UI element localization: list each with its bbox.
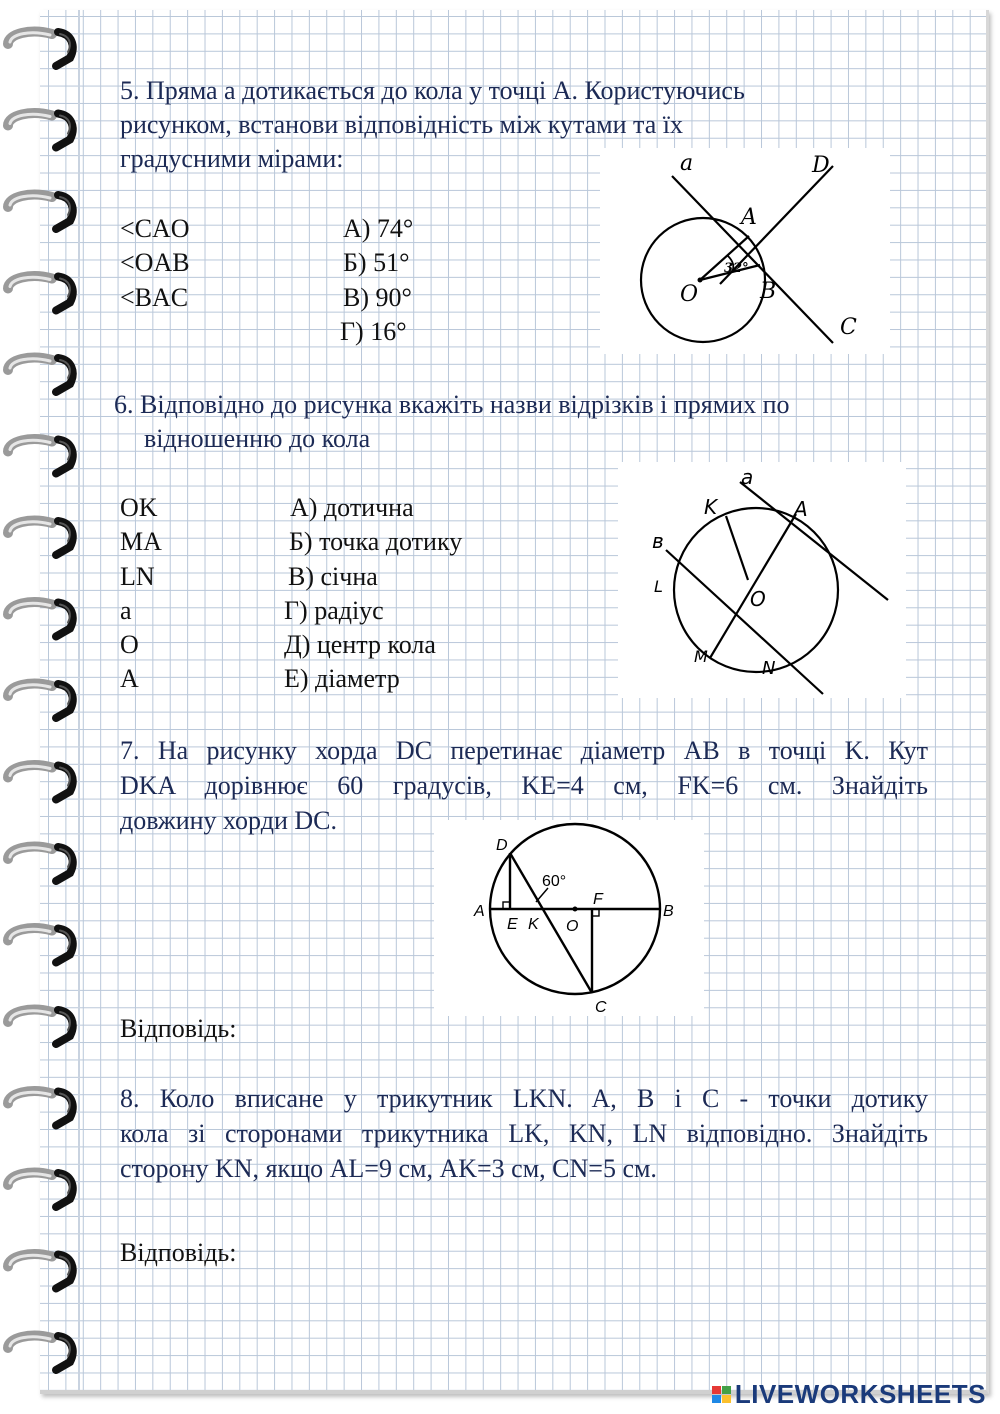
spiral-ring [8,602,73,636]
task5-line2: рисунком, встанови відповідність між кутами та їх [120,110,683,139]
label-N: N [762,658,776,679]
label-C: C [595,999,607,1016]
task5-options [340,212,413,349]
spiral-ring [8,195,73,229]
task5-option: Б) 51° [343,248,410,278]
tangent-line-a [740,482,888,600]
spiral-ring [8,1173,73,1207]
angle-label: 32° [724,261,749,276]
task5-figure [600,148,890,354]
task6-terms [120,491,162,697]
label-B: B [760,279,777,304]
spiral-ring [8,684,73,718]
spiral-ring [8,1336,73,1370]
spiral-binding [0,0,90,1414]
label-O: O [566,918,579,935]
task6-term: A [120,664,139,694]
logo-square [722,1386,731,1394]
task6-term: OK [120,493,158,522]
diameter-ma [710,514,796,658]
liveworksheets-logo [712,1380,986,1408]
task6-term: a [120,595,132,625]
label-60: 60° [542,873,567,890]
task5-line3: градусними мірами: [120,144,344,173]
task5-option: А) 74° [343,214,414,243]
task8-line2: кола зі сторонами трикутника LK, KN, LN відповідно. Знайдіть [120,1119,928,1148]
label-A: A [794,497,808,521]
task6-option: А) дотична [290,493,414,522]
spiral-ring [8,1010,73,1044]
center-point [698,278,703,283]
label-F: F [593,891,603,908]
label-d: D [812,153,830,178]
task5-angles [120,212,190,315]
task7-line2: DKA дорівнює 60 градусів, KE=4 см, FK=6 см. Знайдіть [120,771,928,800]
task8-answer-label: Відповідь: [120,1238,237,1267]
task6-line1: 6. Відповідно до рисунка вкажіть назви відрізків і прямих по [114,390,790,419]
label-A: A [741,205,757,230]
spiral-ring [8,928,73,962]
task6-option: Д) центр кола [284,630,436,660]
task5-angle: <BAC [120,282,189,312]
angle-pointer [536,888,548,902]
task5-line1: 5. Пряма а дотикається до кола у точці А. Користуючись [120,76,745,105]
label-O: O [680,282,699,307]
task6-line2: відношенню до кола [144,424,371,453]
spiral-ring [8,358,73,392]
task6-option: Б) точка дотику [289,527,463,557]
label-K: K [528,916,539,933]
logo-square [712,1395,721,1403]
task7-answer-label: Відповідь: [120,1014,237,1043]
task7-line3: довжину хорди DC. [120,806,337,835]
label-O: O [750,587,766,611]
label-L: L [654,577,663,596]
label-E: E [507,916,518,933]
task6-term: O [120,630,139,660]
task5-option: Г) 16° [340,316,407,346]
spiral-ring [8,439,73,473]
task6-option: Е) діаметр [284,664,400,694]
spiral-ring [8,1091,73,1125]
task8-line3: сторону KN, якщо AL=9 см, AK=3 см, CN=5 см. [120,1154,657,1183]
logo-square [712,1386,721,1394]
label-a: a [680,151,694,176]
spiral-ring [8,276,73,310]
logo-text: LIVEWORKSHEETS [734,1378,986,1409]
label-B: B [663,903,674,920]
task6-option: Г) радіус [284,595,384,625]
task7-line1: 7. На рисунку хорда DC перетинає діаметр AB в точці K. Кут [120,736,928,765]
label-A: A [474,903,485,920]
spiral-ring [8,32,73,66]
center-point [573,907,578,912]
task5-angle: <CAO [120,214,190,243]
task6-term: MA [120,527,162,557]
task7-figure [434,820,704,1016]
radius-ok [726,516,748,580]
task6-options [284,491,462,697]
label-v: в [652,529,664,553]
label-C: C [840,315,857,340]
label-M: M [694,647,708,666]
task6-option: В) січна [288,561,378,591]
task6-term: LN [120,561,155,591]
task5-angle: <OAB [120,248,190,278]
spiral-ring [8,521,73,555]
label-D: D [496,837,508,854]
task6-figure [618,462,906,698]
logo-mark-icon [712,1386,731,1403]
logo-square [722,1395,731,1403]
spiral-ring [8,113,73,147]
task8-line1: 8. Коло вписане у трикутник LKN. A, B і C - точки дотику [120,1084,928,1113]
spiral-ring [8,1254,73,1288]
task5-option: В) 90° [343,282,412,312]
label-K: K [704,495,718,519]
spiral-ring [8,847,73,881]
label-a: a [741,465,754,489]
spiral-ring [8,765,73,799]
